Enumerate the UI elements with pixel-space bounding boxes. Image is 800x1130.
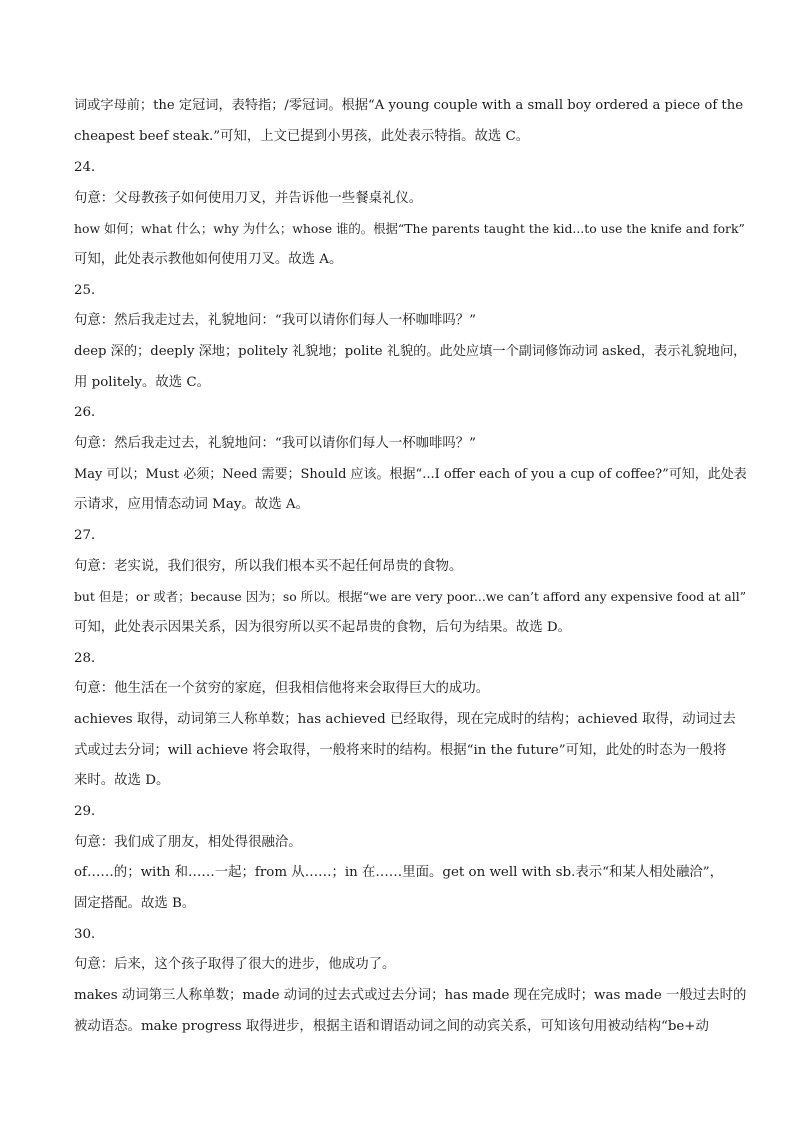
- sentence-meaning: 句意：我们成了朋友，相处得很融洽。: [74, 835, 302, 850]
- question-number: 27．: [74, 528, 105, 543]
- text-line: of……的；with 和……一起；from 从……；in 在……里面。get on well with sb.表示“和某人相处融洽”，: [74, 865, 723, 880]
- sentence-meaning: 句意：然后我走过去，礼貌地问：“我可以请你们每人一杯咖啡吗？”: [74, 436, 477, 451]
- sentence-meaning: 句意：他生活在一个贫穷的家庭，但我相信他将来会取得巨大的成功。: [74, 681, 490, 696]
- text-line: how 如何；what 什么；why 为什么；whose 谁的。根据“The parents taught the kid...to use the knife and fork”: [74, 221, 745, 236]
- text-line: 固定搭配。故选 B。: [74, 896, 196, 911]
- text-line: achieves 取得，动词第三人称单数；has achieved 已经取得，现在完成时的结构；achieved 取得，动词过去: [74, 712, 736, 727]
- text-line: but 但是；or 或者；because 因为；so 所以。根据“we are very poor...we can’t afford any expensive food at all”: [74, 589, 747, 604]
- text-line: cheapest beef steak.”可知，上文已提到小男孩，此处表示特指。故选 C。: [74, 129, 530, 144]
- text-line: 示请求，应用情态动词 May。故选 A。: [74, 497, 309, 512]
- question-number: 25．: [74, 283, 105, 298]
- question-number: 30．: [74, 927, 105, 942]
- sentence-meaning: 句意：然后我走过去，礼貌地问：“我可以请你们每人一杯咖啡吗？”: [74, 313, 477, 328]
- sentence-meaning: 句意：父母教孩子如何使用刀叉，并告诉他一些餐桌礼仪。: [74, 191, 423, 206]
- text-line: makes 动词第三人称单数；made 动词的过去式或过去分词；has made 现在完成时；was made 一般过去时的: [74, 988, 747, 1003]
- text-line: 词或字母前；the 定冠词，表特指；/零冠词。根据“A young couple with a small boy ordered a piece of the: [74, 98, 743, 113]
- text-line: May 可以；Must 必须；Need 需要；Should 应该。根据“...I offer each of you a cup of coffee?”可知，此处表: [74, 467, 747, 482]
- question-number: 29．: [74, 804, 105, 819]
- text-line: deep 深的；deeply 深地；politely 礼貌地；polite 礼貌的。此处应填一个副词修饰动词 asked，表示礼貌地问，: [74, 344, 747, 359]
- question-number: 28．: [74, 651, 105, 666]
- text-line: 式或过去分词；will achieve 将会取得，一般将来时的结构。根据“in the future”可知，此处的时态为一般将: [74, 743, 727, 758]
- text-line: 可知，此处表示因果关系，因为很穷所以买不起昂贵的食物，后句为结果。故选 D。: [74, 620, 572, 635]
- sentence-meaning: 句意：老实说，我们很穷，所以我们根本买不起任何昂贵的食物。: [74, 559, 463, 574]
- text-line: 可知，此处表示教他如何使用刀叉。故选 A。: [74, 252, 343, 267]
- question-number: 26．: [74, 405, 105, 420]
- sentence-meaning: 句意：后来，这个孩子取得了很大的进步，他成功了。: [74, 957, 396, 972]
- question-number: 24．: [74, 160, 105, 175]
- text-line: 来时。故选 D。: [74, 773, 170, 788]
- text-line: 用 politely。故选 C。: [74, 375, 211, 390]
- text-line: 被动语态。make progress 取得进步，根据主语和谓语动词之间的动宾关系，可知该句用被动结构“be+动: [74, 1019, 709, 1034]
